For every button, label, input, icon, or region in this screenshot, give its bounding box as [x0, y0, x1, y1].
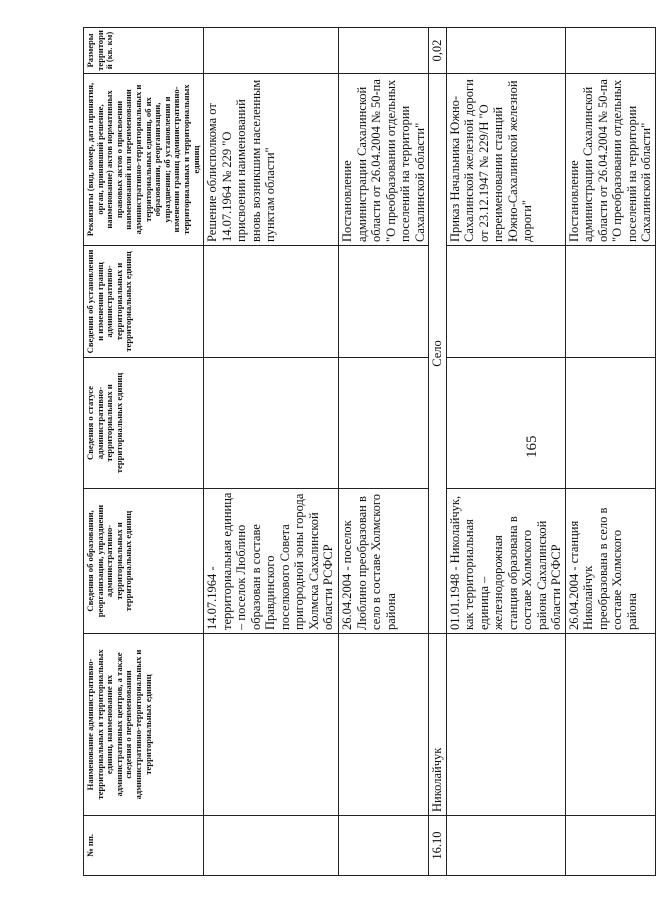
- cell-area: [339, 28, 429, 74]
- cell-number: [339, 816, 429, 876]
- cell-area: 0,02: [429, 28, 447, 74]
- table-row: [339, 28, 429, 876]
- cell-formation: 14.07.1964 - территориальная единица – поселок Люблино образован в составе Правдинского поселкового Совета пригородной зоны города Холмска Сахалинской области РСФСР: [204, 489, 339, 634]
- table-row: [204, 28, 339, 876]
- cell-number: [204, 816, 339, 876]
- cell-formation: 26.04.2004 - станция Николайчук преобразована в село в составе Холмского района: [565, 489, 655, 634]
- cell-borders: [204, 246, 339, 358]
- cell-requisites: Постановление администрации Сахалинской области от 26.04.2004 № 50-па "О преобразовании отдельных поселений на территории Сахалинской области": [339, 74, 429, 246]
- cell-name: [339, 634, 429, 816]
- header-row: [84, 28, 204, 876]
- cell-name: [446, 634, 565, 816]
- cell-name: Николайчук: [429, 634, 447, 816]
- cell-formation: 01.01.1948 - Николайчук, как территориальная единица – железнодорожная станция образована в составе Холмского района Сахалинской области РСФСР: [446, 489, 565, 634]
- table-row: [565, 28, 655, 876]
- cell-area: [204, 28, 339, 74]
- cell-status: [339, 358, 429, 489]
- cell-requisites: Постановление администрации Сахалинской области от 26.04.2004 № 50-па "О преобразовании отдельных поселений на территории Сахалинской области": [565, 74, 655, 246]
- cell-name: [204, 634, 339, 816]
- cell-name: [565, 634, 655, 816]
- cell-borders: [339, 246, 429, 358]
- cell-number: 16.10: [429, 816, 447, 876]
- cell-formation: 26.04.2004 - поселок Люблино преобразован в село в составе Холмского района: [339, 489, 429, 634]
- cell-area: [565, 28, 655, 74]
- cell-status: [446, 358, 565, 489]
- registry-table: [83, 27, 656, 876]
- cell-requisites: Решение облисполкома от 14.07.1964 № 229 "О присвоении наименований вновь возникшим населенным пунктам области": [204, 74, 339, 246]
- cell-status: [565, 358, 655, 489]
- cell-status: [204, 358, 339, 489]
- header-requisites: Реквизиты (вид, номер, дата принятия, орган, принявший решение, наименование) актов нормативных правовых актов о присвоении наименований или переименовании административно-территориальных и территориальных единиц, об их образовании, реорганизации, упразднении; об установлении и изменении границ административно-территориальных и территориальных единиц: [84, 74, 204, 246]
- table-row: [446, 28, 565, 876]
- header-number: № пп.: [84, 816, 204, 876]
- table-row: [429, 28, 447, 876]
- cell-status: Село: [429, 74, 447, 634]
- cell-number: [446, 816, 565, 876]
- cell-area: [446, 28, 565, 74]
- rotated-page-content: [83, 28, 654, 876]
- cell-borders: [446, 246, 565, 358]
- cell-requisites: Приказ Начальника Южно-Сахалинской железной дороги от 23.12.1947 № 229/Н "О переименовании станций Южно-Сахалинской железной дороги": [446, 74, 565, 246]
- cell-borders: [565, 246, 655, 358]
- header-formation: Сведения об образовании, реорганизации, упразднении административно-территориальных и территориальных единиц: [84, 489, 204, 634]
- header-borders: Сведения об установлении и изменении границ административно-территориальных и территориальных единиц: [84, 246, 204, 358]
- cell-number: [565, 816, 655, 876]
- page-number: 165: [524, 435, 540, 458]
- header-status: Сведения о статусе административно-территориальных и территориальных единиц: [84, 358, 204, 489]
- header-name: Наименование административно-территориальных и территориальных единиц, наименование их административных центров, а также сведения о переименовании административно-территориальных и территориальных единиц: [84, 634, 204, 816]
- header-area: Размеры территорий (кв. км): [84, 28, 204, 74]
